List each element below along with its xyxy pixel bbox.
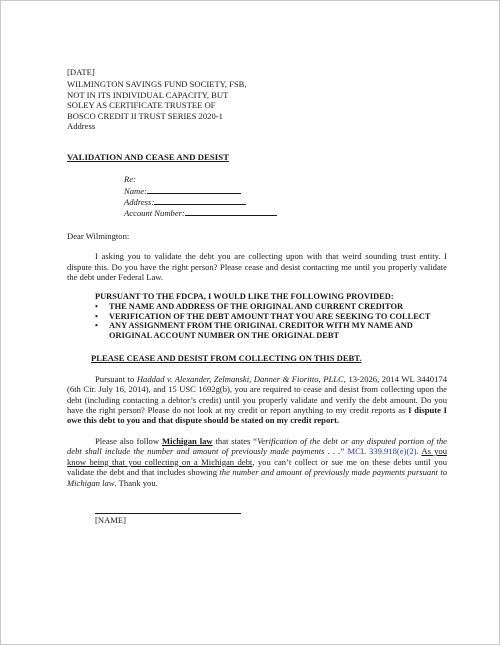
fdcpa-intro: PURSUANT TO THE FDCPA, I WOULD LIKE THE FOLLOWING PROVIDED:	[95, 292, 394, 302]
date-placeholder: [DATE]	[67, 67, 95, 77]
letter-heading: VALIDATION AND CEASE AND DESIST	[67, 152, 229, 163]
recipient-line: SOLEY AS CERTIFICATE TRUSTEE OF	[67, 100, 216, 111]
account-label: Account Number:	[124, 207, 185, 218]
name-label: Name:	[124, 185, 147, 196]
cease-heading-period: .	[359, 353, 362, 364]
recipient-line: NOT IN ITS INDIVIDUAL CAPACITY, BUT	[67, 89, 229, 100]
michigan-law-link[interactable]: Michigan law	[161, 435, 213, 446]
michigan-lead: Please also follow	[95, 435, 162, 446]
case-citation: Haddad v. Alexander, Zelmanski, Danner & Fioritto, PLLC	[136, 373, 344, 384]
legal-body: , 13-2026, 2014 WL 3440174 (6th Cir. July 16, 2014), and 15 USC 1692g(b), you are required to cease and desist from collecting upon the debt (including contacting a debtor’s credit) until you properly validate and verify the debt amount. Do you have the right person? Please do not look at my credit or report anything to my credit reports as	[67, 373, 447, 416]
michigan-debt-statement: As you know being that you collecting on a Michigan debt	[67, 446, 447, 467]
payments-phrase: the number and amount of previously made payments pursuant to Michigan law	[67, 467, 448, 488]
reference-block	[124, 174, 447, 218]
address-blank-line	[154, 196, 246, 205]
michigan-law-paragraph	[67, 436, 447, 488]
cease-heading-text: PLEASE CEASE AND DESIST FROM COLLECTING ON THIS DEBT	[91, 353, 360, 364]
list-item: • THE NAME AND ADDRESS OF THE ORIGINAL AND CURRENT CREDITOR	[109, 302, 447, 312]
account-field	[124, 207, 447, 218]
address-field	[124, 196, 447, 207]
mcl-period: .	[416, 446, 422, 457]
list-item: • ANY ASSIGNMENT FROM THE ORIGINAL CREDITOR WITH MY NAME AND ORIGINAL ACCOUNT NUMBER ON THE ORIGINAL DEBT	[109, 321, 447, 340]
recipient-line: Address	[67, 121, 96, 132]
cease-desist-heading	[91, 353, 447, 363]
recipient-line: BOSCO CREDIT II TRUST SERIES 2020-1	[67, 110, 223, 121]
quote-close: ”	[340, 446, 348, 457]
dispute-paragraph: I asking you to validate the debt you are collecting upon with that weird sounding trust entity. I dispute this. Do you have the right person? Please cease and desist contacting me until you properly validate the debt under Federal Law.	[67, 251, 447, 283]
signature-name: [NAME]	[95, 514, 127, 525]
fdcpa-request-list	[95, 302, 447, 340]
michigan-mid: that states “	[212, 435, 258, 446]
fdcpa-request-block	[95, 292, 447, 340]
mcl-citation-link[interactable]: MCL 339.918(e)(2)	[347, 446, 417, 457]
dispute-statement: I dispute I owe this debt to you and that dispute should be stated on my credit report.	[67, 405, 448, 426]
michigan-rest: , you can’t collect or sue me on these debts until you validate the debt and that includes showing	[67, 456, 447, 478]
letter-body	[67, 67, 447, 525]
statute-quote: Verification of the debt or any disputed portion of the debt shall include the number and amount of previously made payments . . .	[67, 435, 447, 457]
list-item: • VERIFICATION OF THE DEBT AMOUNT THAT YOU ARE SEEKING TO COLLECT	[109, 312, 447, 322]
re-label: Re:	[124, 173, 136, 184]
account-blank-line	[185, 207, 277, 216]
legal-lead: Pursuant to	[95, 373, 137, 384]
name-field	[124, 185, 447, 196]
salutation: Dear Wilmington:	[67, 230, 130, 241]
recipient-address	[67, 79, 447, 131]
closing-thanks: . Thank you.	[114, 477, 158, 488]
name-blank-line	[147, 185, 241, 194]
address-label: Address:	[124, 196, 155, 207]
legal-basis-paragraph	[67, 374, 447, 426]
signature-line	[95, 513, 241, 514]
recipient-line: WILMINGTON SAVINGS FUND SOCIETY, FSB,	[67, 79, 247, 90]
